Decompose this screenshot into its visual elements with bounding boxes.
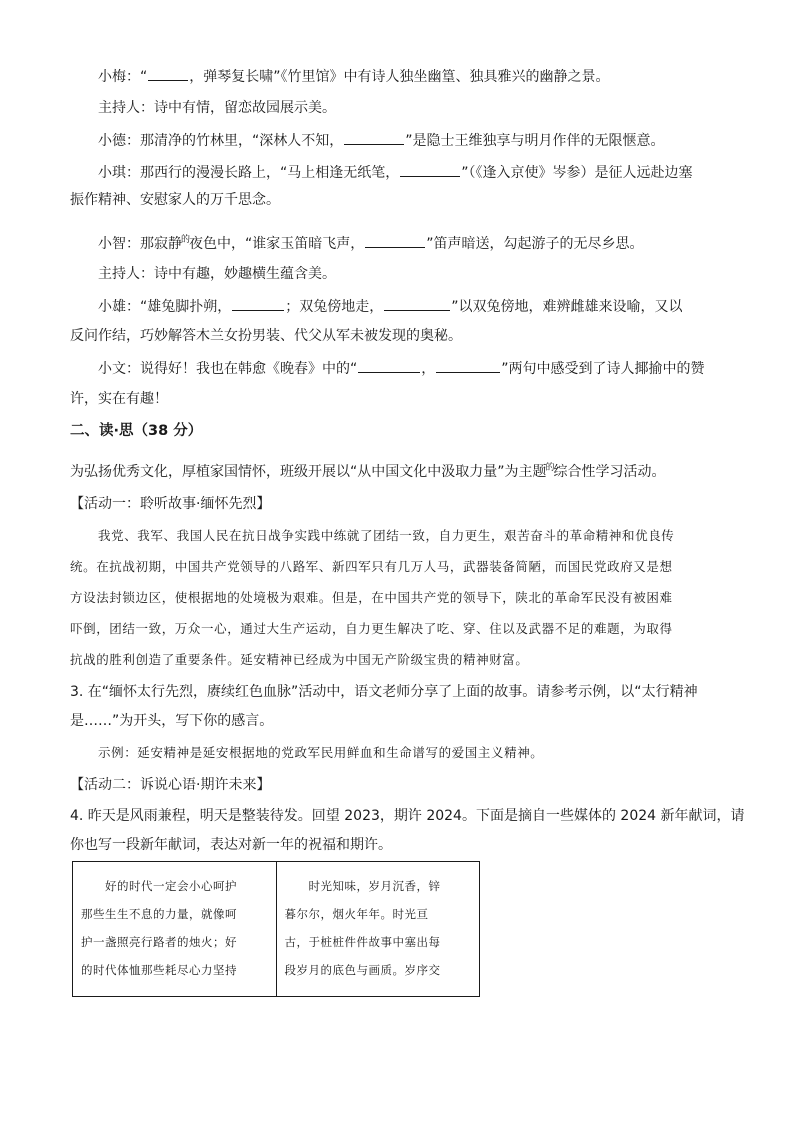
quote-line: 那些生生不息的力量，就像呵 bbox=[81, 907, 237, 921]
question-3-line: 是……”为开头，写下你的感言。 bbox=[70, 713, 274, 729]
story-line: 方设法封锁边区，使根据地的处境极为艰难。但是，在中国共产党的领导下，陕北的革命军民没有被困难 bbox=[70, 590, 673, 605]
quote-cell-left bbox=[73, 862, 277, 997]
activity-two-heading: 【活动二：诉说心语·期许未来】 bbox=[70, 777, 271, 793]
story-line: 统。在抗战初期，中国共产党领导的八路军、新四军只有几万人马，武器装备简陋，而国民党政府又是想 bbox=[70, 559, 673, 574]
answer-blank[interactable] bbox=[344, 130, 404, 145]
answer-blank[interactable] bbox=[436, 358, 500, 373]
section-heading: 二、读·思（38 分） bbox=[70, 423, 203, 439]
story-line: 我党、我军、我国人民在抗日战争实践中练就了团结一致，自力更生，艰苦奋斗的革命精神和优良传 bbox=[98, 528, 675, 543]
answer-blank[interactable] bbox=[358, 358, 420, 373]
intro-paragraph: 为弘扬优秀文化，厚植家国情怀，班级开展以“从中国文化中汲取力量”为主题$^的$综合性学习活动。 bbox=[70, 463, 666, 480]
question-4-line: 4. 昨天是风雨兼程，明天是整装待发。回望 2023，期许 2024。下面是摘自一些媒体的 2024 新年献词，请 bbox=[70, 808, 745, 824]
dialogue-line-xiaoxiong: 小雄：“雄兔脚扑朔， ；双兔傍地走， ”以双兔傍地，难辨雌雄来设喻，又以 bbox=[98, 296, 683, 317]
quote-line: 的时代体恤那些耗尽心力坚持 bbox=[81, 963, 237, 977]
dialogue-line-xiaomei: 小梅：“ ，弹琴复长啸”《竹里馆》中有诗人独坐幽篁、独具雅兴的幽静之景。 bbox=[98, 66, 610, 87]
answer-blank[interactable] bbox=[148, 66, 188, 81]
question-4-line: 你也写一段新年献词，表达对新一年的祝福和期许。 bbox=[70, 837, 392, 853]
quote-line: 好的时代一定会小心呵护 bbox=[105, 879, 237, 893]
dialogue-line-xiaowen: 小文：说得好！我也在韩愈《晚春》中的“ ， ”两句中感受到了诗人揶揄中的赞 bbox=[98, 358, 705, 379]
question-3-line: 3. 在“缅怀太行先烈，赓续红色血脉”活动中，语文老师分享了上面的故事。请参考示例，以“太行精神 bbox=[70, 684, 698, 700]
quote-line: 时光知味，岁月沉香，锌 bbox=[308, 879, 441, 893]
answer-blank[interactable] bbox=[400, 162, 460, 177]
story-line: 吓倒，团结一致，万众一心，通过大生产运动，自力更生解决了吃、穿、住以及武器不足的难题，为取得 bbox=[70, 621, 673, 636]
dialogue-line-xiaowen-cont: 许，实在有趣！ bbox=[70, 391, 168, 407]
quote-cell-right bbox=[276, 862, 480, 997]
dialogue-line-host-2: 主持人：诗中有趣，妙趣横生蕴含美。 bbox=[98, 266, 336, 282]
dialogue-line-xiaoqi-cont: 振作精神、安慰家人的万千思念。 bbox=[70, 192, 280, 208]
quote-line: 段岁月的底色与画质。岁序交 bbox=[284, 963, 441, 977]
answer-blank[interactable] bbox=[232, 296, 284, 311]
quote-line: 护一盏照亮行路者的烛火；好 bbox=[81, 935, 237, 949]
dialogue-line-xiaoxiong-cont: 反问作结，巧妙解答木兰女扮男装、代父从军未被发现的奥秘。 bbox=[70, 328, 462, 344]
dialogue-line-host-1: 主持人：诗中有情，留恋故园展示美。 bbox=[98, 100, 336, 116]
story-line: 抗战的胜利创造了重要条件。延安精神已经成为中国无产阶级宝贵的精神财富。 bbox=[70, 652, 529, 667]
dialogue-line-xiaoqi: 小琪：那西行的漫漫长路上，“马上相逢无纸笔， ”（《逢入京使》岑参）是征人远赴边塞 bbox=[98, 162, 693, 183]
dialogue-line-xiaozhi: 小智：那寂静$^的$夜色中，“谁家玉笛暗飞声， ”笛声暗送，勾起游子的无尽乡思。 bbox=[98, 235, 644, 252]
quote-line: 古，于桩桩件件故事中塞出每 bbox=[284, 935, 441, 949]
activity-one-heading: 【活动一：聆听故事·缅怀先烈】 bbox=[70, 496, 271, 512]
new-year-quotes-table bbox=[72, 861, 480, 997]
dialogue-line-xiaode: 小德：那清净的竹林里，“深林人不知， ”是隐士王维独享与明月作伴的无限惬意。 bbox=[98, 130, 665, 151]
quote-line: 暮尔尔，烟火年年。时光亘 bbox=[284, 907, 429, 921]
answer-blank[interactable] bbox=[384, 296, 450, 311]
example-text: 示例：延安精神是延安根据地的党政军民用鲜血和生命谱写的爱国主义精神。 bbox=[98, 745, 544, 760]
answer-blank[interactable] bbox=[365, 233, 425, 248]
